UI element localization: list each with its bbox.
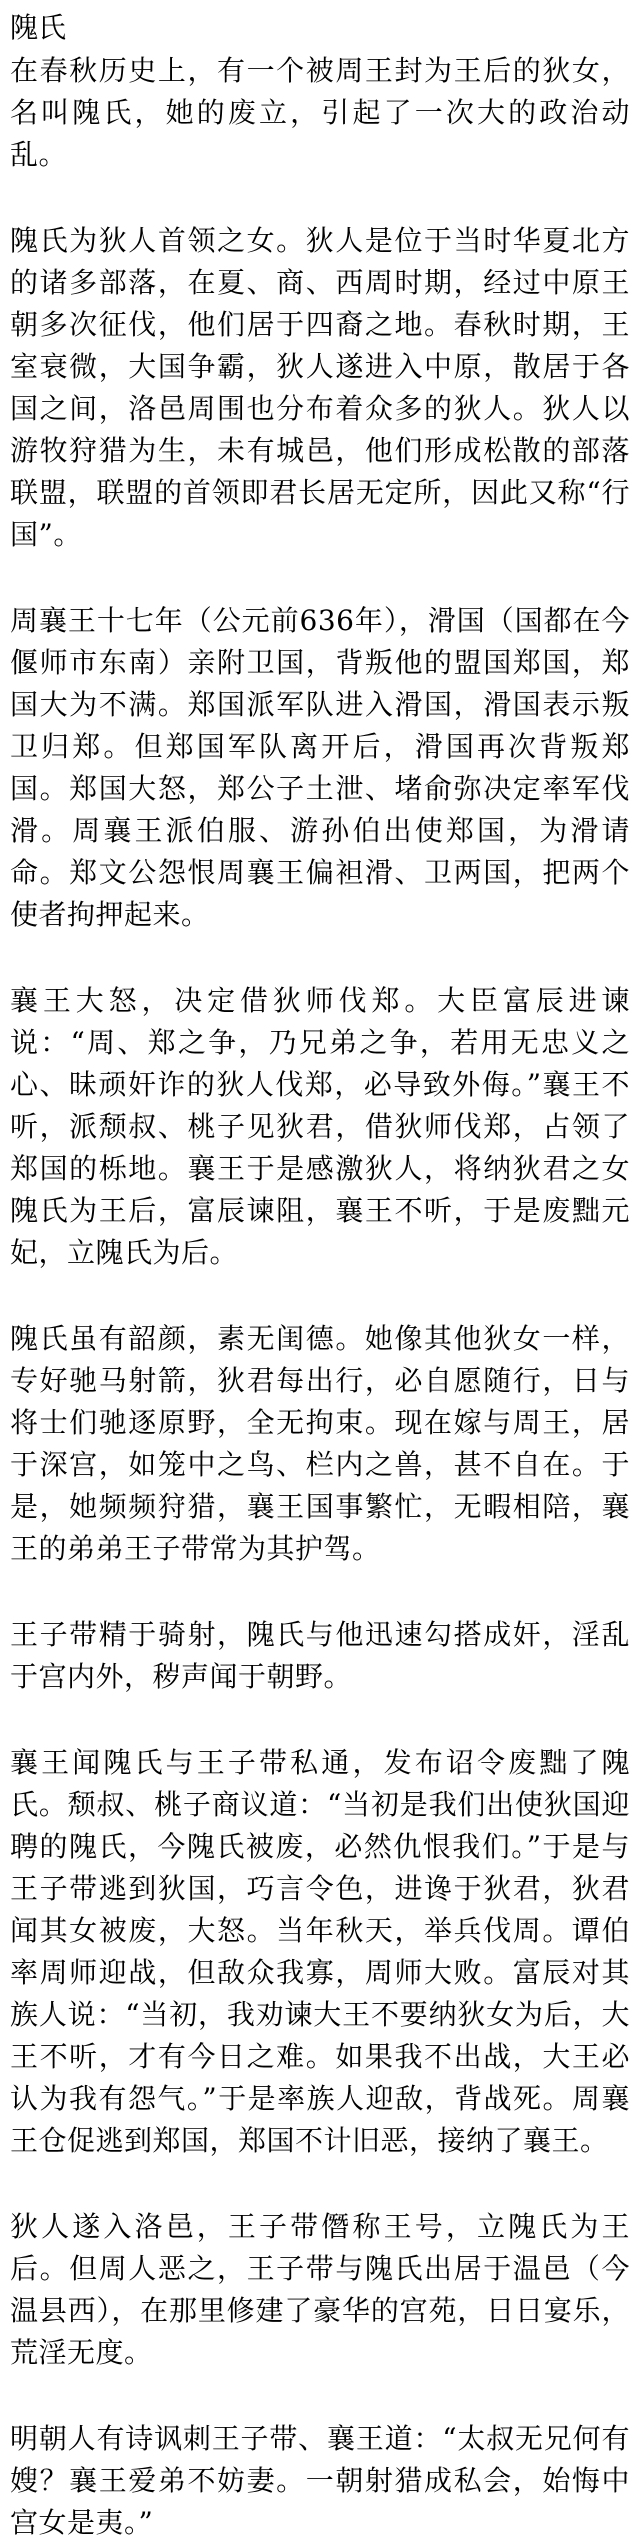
paragraph-di-people: 隗氏为狄人首领之女。狄人是位于当时华夏北方的诸多部落，在夏、商、西周时期，经过中原王朝多次征伐，他们居于四裔之地。春秋时期，王室衰微，大国争霸，狄人遂进入中原，散居于各国之间，洛邑周围也分布着众多的狄人。狄人以游牧狩猎为生，未有城邑，他们形成松散的部落联盟，联盟的首领即君长居无定所，因此又称“行国”。 bbox=[10, 224, 630, 551]
article-title: 隗氏 bbox=[10, 11, 67, 44]
paragraph-borrow-di-army: 襄王大怒，决定借狄师伐郑。大臣富辰进谏说：“周、郑之争，乃兄弟之争，若用无忠义之心、昧顽奸诈的狄人伐郑，必导致外侮。”襄王不听，派颓叔、桃子见狄君，借狄师伐郑，占领了郑国的栎地。襄王于是感激狄人，将纳狄君之女隗氏为王后，富辰谏阻，襄王不听，于是废黜元妃，立隗氏为后。 bbox=[10, 984, 630, 1269]
paragraph-deposition-war: 襄王闻隗氏与王子带私通，发布诏令废黜了隗氏。颓叔、桃子商议道：“当初是我们出使狄国迎聘的隗氏，今隗氏被废，必然仇恨我们。”于是与王子带逃到狄国，巧言令色，进谗于狄君，狄君闻其女被废，大怒。当年秋天，举兵伐周。谭伯率周师迎战，但敌众我寡，周师大败。富辰对其族人说：“当初，我劝谏大王不要纳狄女为后，大王不听，才有今日之难。如果我不出战，大王必认为我有怨气。”于是率族人迎敌，背战死。周襄王仓促逃到郑国，郑国不计旧恶，接纳了襄王。 bbox=[10, 1746, 630, 2157]
paragraph-hua-state: 周襄王十七年（公元前636年），滑国（国都在今偃师市东南）亲附卫国，背叛他的盟国郑国，郑国大为不满。郑国派军队进入滑国，滑国表示叛卫归郑。但郑国军队离开后，滑国再次背叛郑国。郑国大怒，郑公子土泄、堵俞弥决定率军伐滑。周襄王派伯服、游孙伯出使郑国，为滑请命。郑文公怨恨周襄王偏袒滑、卫两国，把两个使者拘押起来。 bbox=[10, 604, 630, 931]
paragraph-luoyi: 狄人遂入洛邑，王子带僭称王号，立隗氏为王后。但周人恶之，王子带与隗氏出居于温邑（今温县西），在那里修建了豪华的宫苑，日日宴乐，荒淫无度。 bbox=[10, 2210, 630, 2369]
paragraph-intro: 在春秋历史上，有一个被周王封为王后的狄女，名叫隗氏，她的废立，引起了一次大的政治动乱。 bbox=[10, 54, 630, 171]
paragraph-ming-poem: 明朝人有诗讽刺王子带、襄王道：“太叔无兄何有嫂？襄王爱弟不妨妻。一朝射猎成私会，始悔中宫女是夷。” bbox=[10, 2422, 630, 2539]
paragraph-prince-dai: 王子带精于骑射，隗氏与他迅速勾搭成奸，淫乱于宫内外，秽声闻于朝野。 bbox=[10, 1618, 630, 1693]
paragraph-kui-character: 隗氏虽有韶颜，素无闺德。她像其他狄女一样，专好驰马射箭，狄君每出行，必自愿随行，日与将士们驰逐原野，全无拘束。现在嫁与周王，居于深宫，如笼中之鸟、栏内之兽，甚不自在。于是，她频频狩猎，襄王国事繁忙，无暇相陪，襄王的弟弟王子带常为其护驾。 bbox=[10, 1322, 630, 1565]
